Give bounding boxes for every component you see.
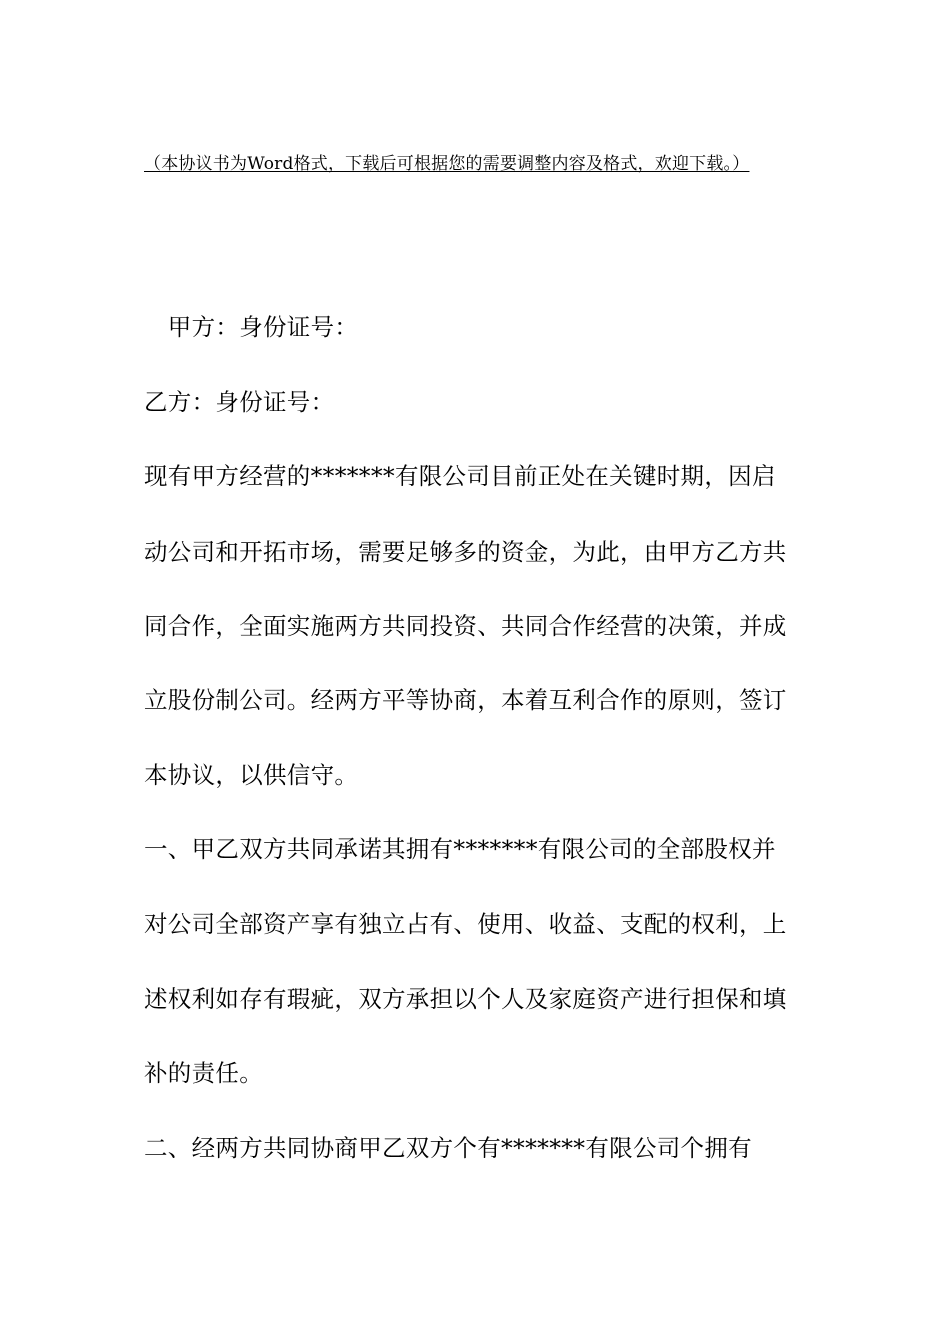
body-line: 一、甲乙双方共同承诺其拥有*******有限公司的全部股权并	[144, 835, 776, 863]
body-line: 同合作，全面实施两方共同投资、共同合作经营的决策，并成	[144, 612, 787, 640]
body-line: 动公司和开拓市场，需要足够多的资金，为此，由甲方乙方共	[144, 538, 787, 566]
body-line: 现有甲方经营的*******有限公司目前正处在关键时期，因启	[144, 462, 776, 490]
body-line: 立股份制公司。经两方平等协商，本着互利合作的原则，签订	[144, 686, 787, 714]
body-line: 本协议，以供信守。	[144, 761, 359, 789]
body-line: 二、经两方共同协商甲乙双方个有*******有限公司个拥有	[144, 1134, 752, 1162]
body-line: 补的责任。	[144, 1059, 263, 1087]
body-line: 述权利如存有瑕疵，双方承担以个人及家庭资产进行担保和填	[144, 985, 787, 1013]
party-b-line: 乙方：身份证号：	[144, 388, 335, 416]
party-a-line: 甲方：身份证号：	[144, 313, 359, 341]
body-line: 对公司全部资产享有独立占有、使用、收益、支配的权利，上	[144, 910, 787, 938]
download-notice: （本协议书为Word格式，下载后可根据您的需要调整内容及格式，欢迎下载。）	[144, 154, 750, 174]
